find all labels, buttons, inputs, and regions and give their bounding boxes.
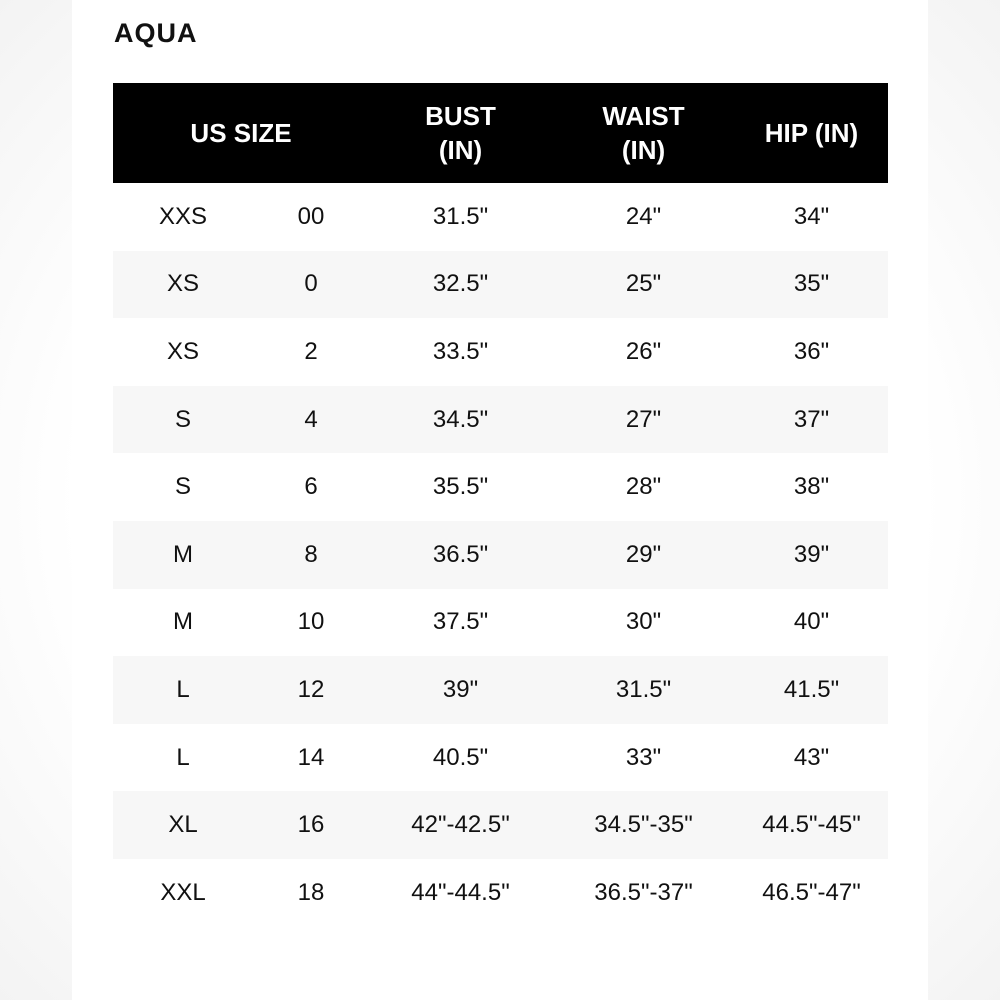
cell-letter-size: L (176, 675, 190, 703)
table-row (113, 589, 888, 657)
cell-waist: 28" (625, 473, 662, 501)
cell-waist: 25" (625, 270, 662, 298)
table-row (113, 656, 888, 724)
table-row (113, 183, 888, 251)
cell-bust: 39" (442, 675, 479, 703)
table-row (113, 318, 888, 386)
cell-hip: 37" (793, 405, 830, 433)
table-row (113, 859, 888, 927)
cell-number-size: 10 (297, 608, 325, 636)
cell-waist: 24" (625, 202, 662, 230)
cell-bust: 37.5" (432, 608, 489, 636)
cell-number-size: 6 (304, 473, 318, 501)
cell-number-size: 00 (297, 202, 325, 230)
cell-hip: 40" (793, 608, 830, 636)
brand-title: AQUA (114, 18, 198, 48)
cell-waist: 34.5"-35" (594, 811, 693, 839)
cell-letter-size: XL (168, 811, 198, 839)
cell-hip: 38" (793, 473, 830, 501)
cell-bust: 32.5" (432, 270, 489, 298)
table-row (113, 251, 888, 319)
cell-letter-size: XS (166, 270, 199, 298)
cell-number-size: 18 (297, 878, 325, 906)
cell-waist: 36.5"-37" (594, 878, 693, 906)
cell-hip: 39" (793, 540, 830, 568)
cell-bust: 36.5" (432, 540, 489, 568)
cell-waist: 26" (625, 337, 662, 365)
cell-letter-size: M (173, 608, 193, 636)
cell-bust: 44"-44.5" (411, 878, 510, 906)
header-us-size: US SIZE (190, 118, 292, 148)
cell-letter-size: XXS (158, 202, 208, 230)
header-waist: WAIST (IN) (602, 101, 685, 165)
table-row (113, 453, 888, 521)
cell-bust: 35.5" (432, 473, 489, 501)
cell-bust: 33.5" (432, 337, 489, 365)
cell-waist: 31.5" (615, 675, 672, 703)
cell-letter-size: M (173, 540, 193, 568)
cell-letter-size: S (174, 473, 191, 501)
header-bust: BUST (IN) (425, 101, 496, 165)
cell-number-size: 8 (304, 540, 318, 568)
cell-letter-size: XXL (160, 878, 206, 906)
cell-letter-size: S (174, 405, 191, 433)
cell-number-size: 12 (297, 675, 325, 703)
cell-number-size: 4 (304, 405, 318, 433)
cell-letter-size: XS (166, 337, 199, 365)
table-row (113, 791, 888, 859)
cell-hip: 43" (793, 743, 830, 771)
cell-number-size: 0 (304, 270, 318, 298)
cell-number-size: 16 (297, 811, 325, 839)
cell-bust: 42"-42.5" (411, 811, 510, 839)
header-hip: HIP (IN) (764, 118, 859, 148)
cell-waist: 27" (625, 405, 662, 433)
cell-hip: 36" (793, 337, 830, 365)
cell-waist: 30" (625, 608, 662, 636)
cell-bust: 31.5" (432, 202, 489, 230)
table-row (113, 521, 888, 589)
cell-hip: 44.5"-45" (762, 811, 861, 839)
cell-number-size: 14 (297, 743, 325, 771)
table-row (113, 724, 888, 792)
cell-hip: 41.5" (783, 675, 840, 703)
cell-hip: 35" (793, 270, 830, 298)
cell-waist: 29" (625, 540, 662, 568)
table-header-row (113, 83, 888, 183)
cell-hip: 34" (793, 202, 830, 230)
cell-bust: 34.5" (432, 405, 489, 433)
cell-bust: 40.5" (432, 743, 489, 771)
table-row (113, 386, 888, 454)
size-chart-table (113, 83, 888, 927)
cell-hip: 46.5"-47" (762, 878, 861, 906)
cell-number-size: 2 (304, 337, 318, 365)
cell-letter-size: L (176, 743, 190, 771)
cell-waist: 33" (625, 743, 662, 771)
